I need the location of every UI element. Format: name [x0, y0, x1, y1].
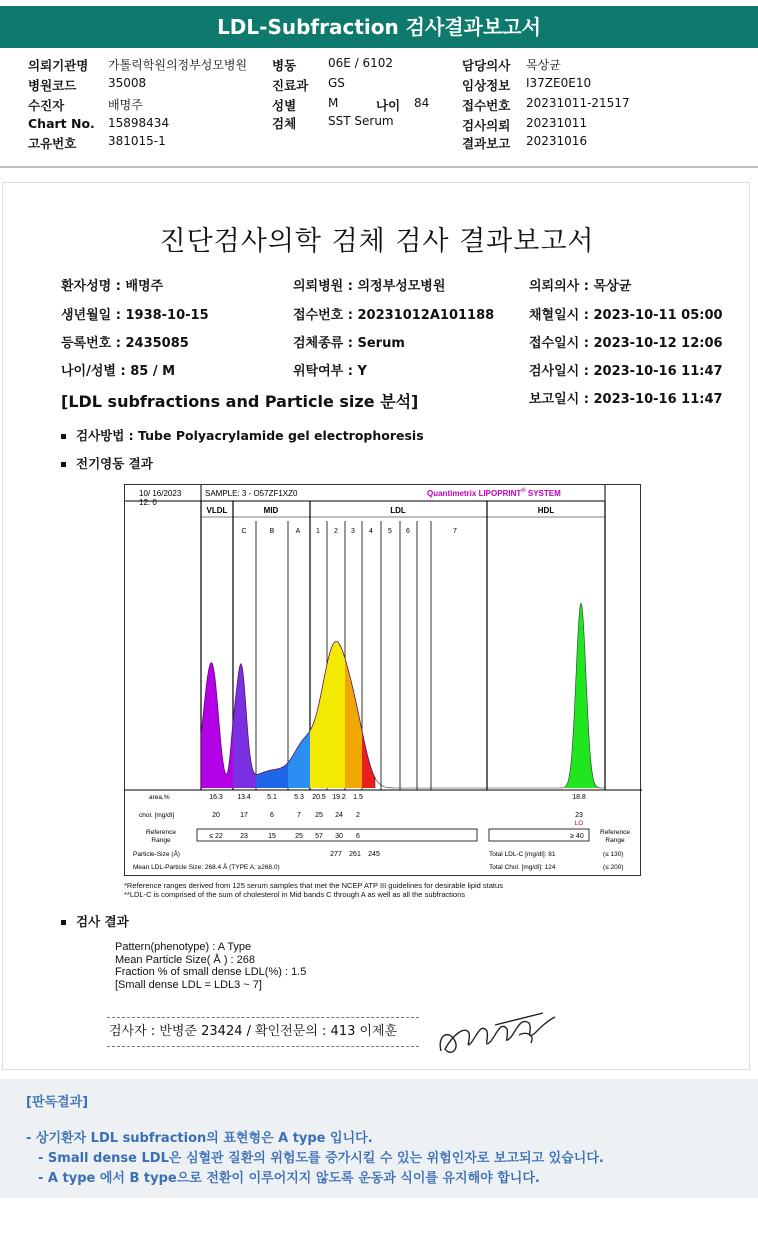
bullet-icon	[61, 434, 66, 439]
paper-title: 진단검사의학 검체 검사 결과보고서	[159, 226, 595, 257]
judgement-head: [판독결과]	[26, 1095, 89, 1110]
result-line: Fraction % of small dense LDL(%) : 1.5	[115, 966, 307, 978]
header-value: 381015-1	[108, 134, 166, 148]
particle-value: 245	[368, 851, 380, 858]
result-head: 검사 결과	[76, 914, 129, 929]
group-label: MID	[263, 506, 279, 515]
signature-image	[435, 1005, 565, 1061]
result-block	[115, 941, 306, 991]
area-value: 5.1	[267, 794, 277, 801]
ref-value: 30	[335, 833, 343, 840]
chol-value: 6	[270, 812, 274, 819]
group-label: VLDL	[206, 506, 228, 515]
result-bullet	[61, 912, 129, 930]
area-value: 5.3	[294, 794, 304, 801]
chol-value: 25	[315, 812, 323, 819]
footnote-2: **LDL-C is comprised of the sum of cholesterol in Mid bands C through A as well as all the subfractions	[124, 890, 466, 899]
chart-brand	[427, 487, 561, 498]
bullet-icon	[61, 920, 66, 925]
header-label: 수진자	[28, 98, 65, 113]
header-label: 검체	[272, 116, 297, 131]
info-doctor: 의뢰의사 : 목상균	[529, 279, 632, 294]
chart-labels	[207, 506, 555, 535]
mean-particle: Mean LDL-Particle Size: 268.4 Å (TYPE A; ≥268.0)	[133, 864, 280, 871]
area-label: area,%	[149, 794, 170, 801]
lo-flag: LO	[574, 820, 584, 827]
ref-value: 15	[268, 833, 276, 840]
judgement-line: - Small dense LDL은 심혈관 질환의 위험도를 증가시킬 수 있는 위험인자로 보고되고 있습니다.	[38, 1151, 604, 1166]
total-ldl-ref: (≤ 130)	[603, 851, 624, 858]
header-label: 접수번호	[462, 98, 511, 113]
chol-value: 17	[240, 812, 248, 819]
ref-hdl-value: ≥ 40	[570, 833, 584, 840]
info-referral: 위탁여부 : Y	[293, 364, 367, 379]
info-collect-time: 채혈일시 : 2023-10-11 05:00	[529, 308, 723, 323]
total-ldl: Total LDL-C [mg/dl]: 81	[489, 851, 556, 858]
group-label: LDL	[390, 506, 406, 515]
area-value: 1.5	[353, 794, 363, 801]
total-chol-ref: (≤ 200)	[603, 864, 624, 871]
chart-sample: SAMPLE: 3 - O57ZF1XZ0	[205, 489, 298, 498]
chart-date: 10/ 16/2023	[139, 489, 182, 498]
ref-value: 23	[240, 833, 248, 840]
chart-svg	[125, 485, 642, 877]
bullet-icon	[61, 462, 66, 467]
particle-label: Particle-Size (Å)	[133, 851, 180, 858]
ref-value: 6	[356, 833, 360, 840]
result-line: [Small dense LDL = LDL3 ~ 7]	[115, 978, 262, 991]
info-birthdate: 생년월일 : 1938-10-15	[61, 308, 209, 323]
chol-label: chol. [mg/dl]	[139, 812, 175, 819]
band-label: C	[241, 528, 247, 535]
result-line: Mean Particle Size( Å ) : 268	[115, 953, 256, 966]
electro-text: 전기영동 결과	[76, 456, 153, 471]
judgement-panel	[0, 1079, 758, 1198]
electro-bullet	[61, 454, 153, 472]
header-value: 가톨릭학원의정부성모병원	[108, 58, 248, 72]
header-label: 결과보고	[462, 136, 511, 151]
header-label: 담당의사	[462, 58, 511, 73]
header-value: 35008	[108, 76, 147, 90]
method-text: 검사방법 : Tube Polyacrylamide gel electrophoresis	[76, 428, 424, 443]
header-label: 진료과	[272, 78, 309, 93]
area-value: 20.5	[312, 794, 326, 801]
header-label: 임상정보	[462, 78, 511, 93]
chol-value: 23	[575, 812, 583, 819]
info-hospital: 의뢰병원 : 의정부성모병원	[293, 279, 446, 294]
area-value: 16.3	[209, 794, 223, 801]
header-value: 06E / 6102	[328, 56, 394, 70]
band-label: 7	[453, 528, 457, 535]
method-bullet	[61, 426, 424, 444]
chart-time: 12: 0	[139, 498, 157, 507]
info-age-sex: 나이/성별 : 85 / M	[61, 364, 176, 379]
report-paper	[2, 182, 750, 1070]
peak-area-ldl2	[345, 658, 362, 788]
brand-tail: SYSTEM	[525, 489, 561, 498]
ref-value: 25	[295, 833, 303, 840]
header-label: Chart No.	[28, 116, 95, 131]
band-label: 5	[388, 528, 392, 535]
particle-value: 261	[349, 851, 361, 858]
result-line: Pattern(phenotype) : A Type	[115, 941, 252, 953]
age-value: 84	[414, 96, 430, 110]
band-label: 6	[406, 528, 410, 535]
header-label: 성별	[272, 98, 297, 113]
header-value: GS	[328, 76, 345, 90]
info-receipt-time: 접수일시 : 2023-10-12 12:06	[529, 336, 723, 351]
header-value: 20231016	[526, 134, 588, 148]
band-label: A	[295, 528, 301, 535]
info-receipt-no: 접수번호 : 20231012A101188	[293, 308, 495, 323]
header-label: 병동	[272, 58, 297, 73]
header-label: 병원코드	[28, 78, 77, 93]
ref-value: 57	[315, 833, 323, 840]
chol-value: 7	[297, 812, 301, 819]
ref-label: Range	[151, 837, 171, 844]
trace-line	[375, 603, 605, 788]
total-chol: Total Chol. [mg/dl]: 124	[489, 864, 556, 871]
report-title: LDL-Subfraction 검사결과보고서	[217, 15, 541, 39]
header-divider	[0, 166, 758, 168]
lipoprint-chart	[124, 484, 641, 876]
header-value: M	[328, 96, 339, 110]
info-report-time: 보고일시 : 2023-10-16 11:47	[529, 392, 723, 407]
band-label: B	[269, 528, 275, 535]
ref-value: ≤ 22	[209, 833, 223, 840]
area-value: 19.2	[332, 794, 346, 801]
judgement-line: - A type 에서 B type으로 전환이 이루어지지 않도록 운동과 식이를 유지해야 합니다.	[38, 1171, 540, 1186]
footnote-1: *Reference ranges derived from 125 serum samples that met the NCEP ATP III guidelines for desirable lipid status	[124, 881, 503, 890]
section-title: [LDL subfractions and Particle size 분석]	[61, 392, 419, 411]
header-value: SST Serum	[328, 114, 394, 128]
header-value: 목상균	[526, 58, 561, 72]
age-label: 나이	[376, 98, 401, 113]
group-label: HDL	[537, 506, 555, 515]
chol-value: 24	[335, 812, 343, 819]
peak-area-mid-a	[288, 731, 310, 788]
header-label: 고유번호	[28, 136, 77, 151]
band-label: 1	[316, 528, 320, 535]
header-info	[0, 52, 758, 160]
chart-table	[133, 794, 630, 871]
header-value: 20231011	[526, 116, 588, 130]
examiner-line: 검사자 : 반병준 23424 / 확인전문의 : 413 이제훈	[107, 1017, 419, 1047]
brand-name: Quantimetrix LIPOPRINT	[427, 489, 522, 498]
band-label: 2	[334, 528, 338, 535]
header-value: 15898434	[108, 116, 170, 130]
chart-footnotes	[124, 881, 503, 899]
header-value: 20231011-21517	[526, 96, 630, 110]
chol-value: 2	[356, 812, 360, 819]
header-label: 의뢰기관명	[28, 58, 89, 73]
band-label: 3	[351, 528, 355, 535]
info-patient-name: 환자성명 : 배명주	[61, 279, 164, 294]
brand-reg: ®	[521, 488, 526, 494]
band-label: 4	[369, 528, 373, 535]
header-value: 배명주	[108, 98, 143, 112]
area-value: 13.4	[237, 794, 251, 801]
particle-value: 277	[330, 851, 342, 858]
info-reg-no: 등록번호 : 2435085	[61, 336, 189, 351]
chol-value: 20	[212, 812, 220, 819]
report-title-bar	[0, 6, 758, 48]
ref-label: Reference	[146, 829, 176, 836]
info-test-time: 검사일시 : 2023-10-16 11:47	[529, 364, 723, 379]
header-label: 검사의뢰	[462, 118, 511, 133]
area-value: 18.8	[572, 794, 586, 801]
chart-peaks	[201, 603, 605, 788]
ref-right-label: Reference	[600, 829, 630, 836]
header-value: I37ZE0E10	[526, 76, 592, 90]
info-specimen: 검체종류 : Serum	[293, 336, 405, 351]
judgement-line: - 상기환자 LDL subfraction의 표현형은 A type 입니다.	[26, 1131, 373, 1146]
ref-right-label: Range	[605, 837, 625, 844]
